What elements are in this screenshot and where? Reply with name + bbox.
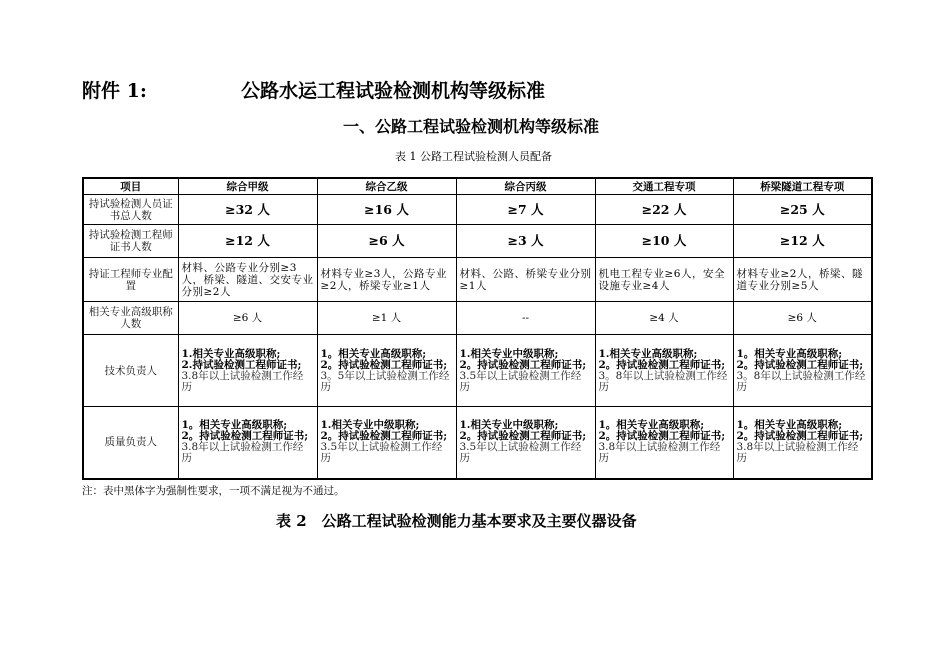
column-header: 交通工程专项 [595, 178, 733, 195]
requirement-mandatory: 1.相关专业高级职称; [181, 347, 281, 360]
table-cell: ≥16 人 [317, 195, 456, 225]
requirement-mandatory: 2。持试验检测工程师证书; [598, 430, 726, 443]
row-label: 相关专业高级职称人数 [83, 302, 178, 335]
table-header-row [83, 178, 872, 195]
row-label: 质量负责人 [83, 407, 178, 479]
requirement-experience: 3.8年以上试验检测工作经历 [181, 369, 304, 393]
requirement-mandatory: 1。相关专业高级职称; [736, 419, 843, 432]
requirement-mandatory: 2。持试验检测工程师证书; [736, 430, 864, 443]
table-cell: ≥3 人 [456, 225, 595, 258]
requirement-experience: 3。5年以上试验检测工作经历 [320, 369, 450, 393]
requirement-mandatory: 1.相关专业中级职称; [459, 347, 559, 360]
table-cell [733, 335, 872, 407]
table-cell: ≥6 人 [317, 225, 456, 258]
table-cell [595, 335, 733, 407]
section-title: 一、公路工程试验检测机构等级标准 [343, 117, 600, 136]
table-cell: ≥4 人 [595, 302, 733, 335]
requirement-mandatory: 2。持试验检测工程师证书; [181, 430, 309, 443]
table-cell: 材料、公路、桥梁专业分别≥1人 [456, 258, 595, 302]
table-cell: 材料专业≥3人，公路专业≥2人，桥梁专业≥1人 [317, 258, 456, 302]
table-cell: ≥7 人 [456, 195, 595, 225]
table-cell: 材料专业≥2人，桥梁、隧道专业分别≥5人 [733, 258, 872, 302]
table-row [83, 258, 872, 302]
table-cell: ≥22 人 [595, 195, 733, 225]
table-row [83, 195, 872, 225]
staffing-table [82, 177, 873, 480]
requirement-mandatory: 1.相关专业高级职称; [598, 347, 698, 360]
requirement-mandatory: 2。持试验检测工程师证书; [320, 358, 448, 371]
table-cell: -- [456, 302, 595, 335]
table-cell: ≥32 人 [178, 195, 317, 225]
column-header: 综合丙级 [456, 178, 595, 195]
attachment-label: 附件 1: [82, 80, 147, 102]
table-cell [456, 407, 595, 479]
requirement-mandatory: 1。相关专业高级职称; [320, 347, 427, 360]
row-label: 技术负责人 [83, 335, 178, 407]
table-cell [317, 407, 456, 479]
requirement-experience: 3.5年以上试验检测工作经历 [320, 441, 443, 465]
requirement-mandatory: 1。相关专业高级职称; [598, 419, 705, 432]
table-note: 注：表中黑体字为强制性要求，一项不满足视为不通过。 [82, 485, 345, 497]
table-cell [317, 335, 456, 407]
requirement-mandatory: 2.持试验检测工程师证书; [181, 358, 302, 371]
table-cell: ≥1 人 [317, 302, 456, 335]
table-cell: ≥10 人 [595, 225, 733, 258]
requirement-experience: 3.8年以上试验检测工作经历 [736, 441, 859, 465]
column-header: 综合甲级 [178, 178, 317, 195]
table-row [83, 225, 872, 258]
table-row [83, 407, 872, 479]
requirement-mandatory: 1.相关专业中级职称; [320, 419, 420, 432]
requirement-experience: 3.8年以上试验检测工作经历 [181, 441, 304, 465]
requirement-experience: 3。8年以上试验检测工作经历 [736, 369, 866, 393]
table-cell: ≥6 人 [733, 302, 872, 335]
table-cell: ≥12 人 [733, 225, 872, 258]
document-title: 公路水运工程试验检测机构等级标准 [241, 80, 546, 102]
column-header: 桥梁隧道工程专项 [733, 178, 872, 195]
requirement-experience: 3.8年以上试验检测工作经历 [598, 441, 721, 465]
table-cell [595, 407, 733, 479]
requirement-mandatory: 2。持试验检测工程师证书; [459, 358, 587, 371]
row-label: 持试验检测人员证书总人数 [83, 195, 178, 225]
table-row [83, 302, 872, 335]
row-label: 持证工程师专业配置 [83, 258, 178, 302]
requirement-mandatory: 1.相关专业中级职称; [459, 419, 559, 432]
requirement-mandatory: 1。相关专业高级职称; [181, 419, 288, 432]
table2-title: 表 2 公路工程试验检测能力基本要求及主要仪器设备 [276, 512, 637, 530]
table-cell: 材料、公路专业分别≥3人，桥梁、隧道、交安专业分别≥2人 [178, 258, 317, 302]
requirement-experience: 3。8年以上试验检测工作经历 [598, 369, 728, 393]
table-cell [733, 407, 872, 479]
column-header: 项目 [83, 178, 178, 195]
table-row [83, 335, 872, 407]
requirement-mandatory: 2。持试验检测工程师证书; [736, 358, 864, 371]
table-cell: ≥12 人 [178, 225, 317, 258]
table-caption: 表 1 公路工程试验检测人员配备 [395, 150, 552, 163]
table-cell: 机电工程专业≥6人，安全设施专业≥4人 [595, 258, 733, 302]
requirement-mandatory: 2。持试验检测工程师证书; [320, 430, 448, 443]
requirement-mandatory: 2。持试验检测工程师证书; [459, 430, 587, 443]
requirement-mandatory: 1。相关专业高级职称; [736, 347, 843, 360]
column-header: 综合乙级 [317, 178, 456, 195]
row-label: 持试验检测工程师证书人数 [83, 225, 178, 258]
table-cell [178, 335, 317, 407]
requirement-mandatory: 2。持试验检测工程师证书; [598, 358, 726, 371]
table-cell: ≥6 人 [178, 302, 317, 335]
table-cell [456, 335, 595, 407]
table-cell [178, 407, 317, 479]
requirement-experience: 3.5年以上试验检测工作经历 [459, 441, 582, 465]
table-cell: ≥25 人 [733, 195, 872, 225]
requirement-experience: 3.5年以上试验检测工作经历 [459, 369, 582, 393]
